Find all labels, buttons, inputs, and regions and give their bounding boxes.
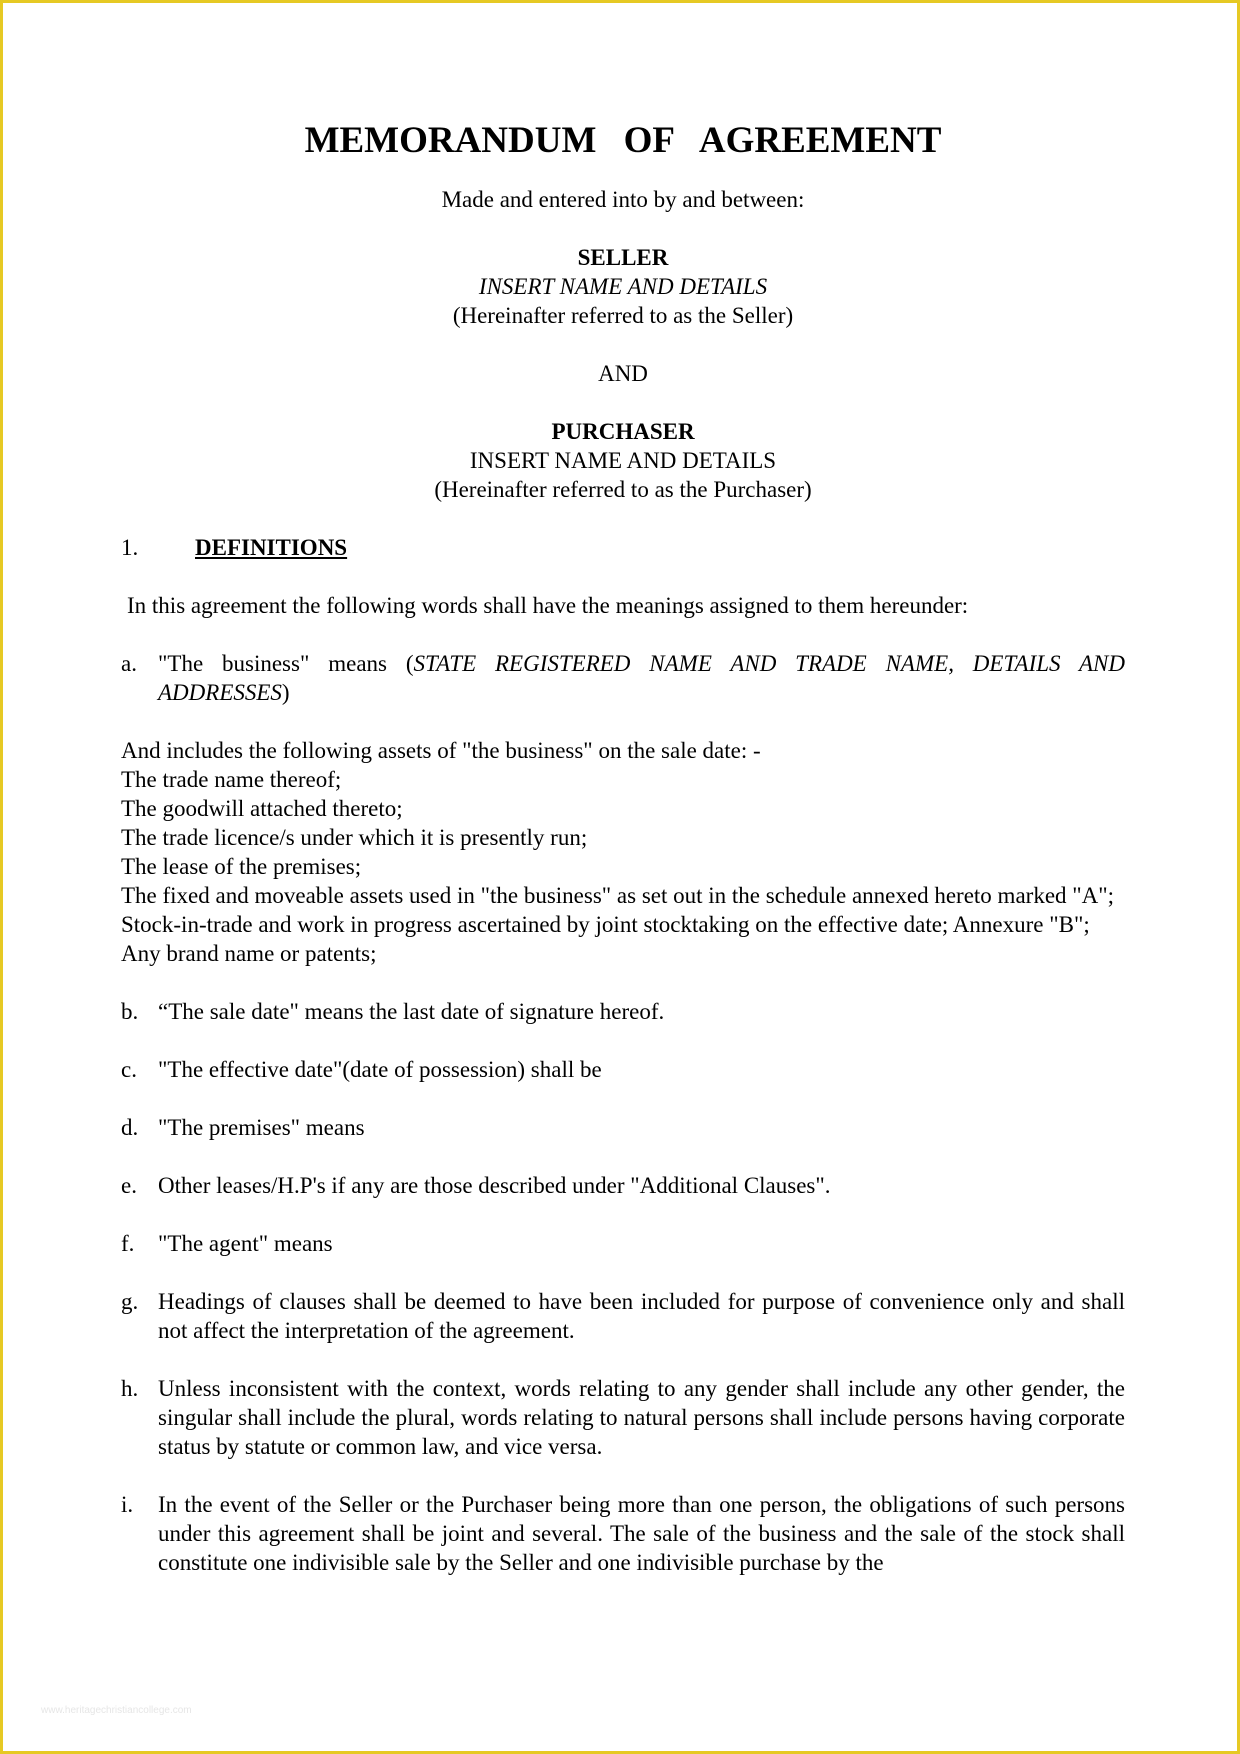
section-number: 1. [121,535,139,560]
asset-line: The fixed and moveable assets used in "the business" as set out in the schedule annexed hereto marked "A"; [121,883,1115,908]
assets-intro: And includes the following assets of "the business" on the sale date: - [121,738,761,763]
asset-line: The goodwill attached thereto; [121,796,403,821]
intro-text: Made and entered into by and between: [441,187,805,212]
item-label: f. [121,1231,135,1256]
purchaser-reference: (Hereinafter referred to as the Purchaser) [434,477,812,502]
definition-item-d [121,1113,1125,1142]
item-text-pre: "The business" means ( [158,651,414,676]
item-text: "The effective date"(date of possession) shall be [158,1057,602,1082]
item-text: “The sale date" means the last date of signature hereof. [158,999,665,1024]
item-label: e. [121,1173,137,1198]
item-text: Other leases/H.P's if any are those described under "Additional Clauses". [158,1173,831,1198]
seller-heading: SELLER [577,245,669,270]
definition-item-f [121,1229,1125,1258]
definition-item-e [121,1171,1125,1200]
item-text: In the event of the Seller or the Purchaser being more than one person, the obligations of such persons under this agreement shall be joint and several. The sale of the business and the sale of the stock shall constitute one indivisible sale by the Seller and one indivisible purchase by the [158,1492,1125,1575]
section-title: DEFINITIONS [195,535,348,560]
item-text-italic: STATE REGISTERED NAME AND TRADE NAME, DETAILS AND ADDRESSES [158,651,1125,705]
seller-reference: (Hereinafter referred to as the Seller) [452,303,794,328]
item-text-post: ) [281,680,290,705]
item-label: g. [121,1289,139,1314]
definition-item-g [121,1287,1125,1345]
item-text: Headings of clauses shall be deemed to have been included for purpose of convenience only and shall not affect the interpretation of the agreement. [158,1289,1125,1343]
item-label: h. [121,1376,139,1401]
item-label: b. [121,999,139,1024]
seller-details: INSERT NAME AND DETAILS [478,274,768,299]
definition-item-c [121,1055,1125,1084]
definition-item-a [121,649,1125,707]
definition-item-h [121,1374,1125,1461]
item-label: a. [121,651,137,676]
item-text: "The agent" means [158,1231,333,1256]
item-label: c. [121,1057,137,1082]
section-heading [121,533,1125,562]
asset-line: The trade name thereof; [121,767,342,792]
item-text [158,649,1125,707]
and-separator: AND [598,361,648,386]
asset-line: Any brand name or patents; [121,941,377,966]
item-label: i. [121,1492,134,1517]
definition-item-b [121,997,1125,1026]
item-text: Unless inconsistent with the context, words relating to any gender shall include any other gender, the singular shall include the plural, words relating to natural persons shall include persons having corporate status by statute or common law, and vice versa. [158,1376,1125,1459]
asset-line: Stock-in-trade and work in progress ascertained by joint stocktaking on the effective date; Annexure "B"; [121,912,1090,937]
item-label: d. [121,1115,139,1140]
asset-line: The trade licence/s under which it is presently run; [121,825,588,850]
item-text: "The premises" means [158,1115,365,1140]
asset-line: The lease of the premises; [121,854,362,879]
definition-item-i [121,1490,1125,1577]
definitions-intro: In this agreement the following words shall have the meanings assigned to them hereunder: [127,593,969,618]
purchaser-details: INSERT NAME AND DETAILS [469,448,777,473]
watermark-text: www.heritagechristiancollege.com [41,1705,192,1716]
document-title: MEMORANDUM OF AGREEMENT [304,120,942,161]
purchaser-heading: PURCHASER [551,419,695,444]
document-body [121,119,1125,1577]
